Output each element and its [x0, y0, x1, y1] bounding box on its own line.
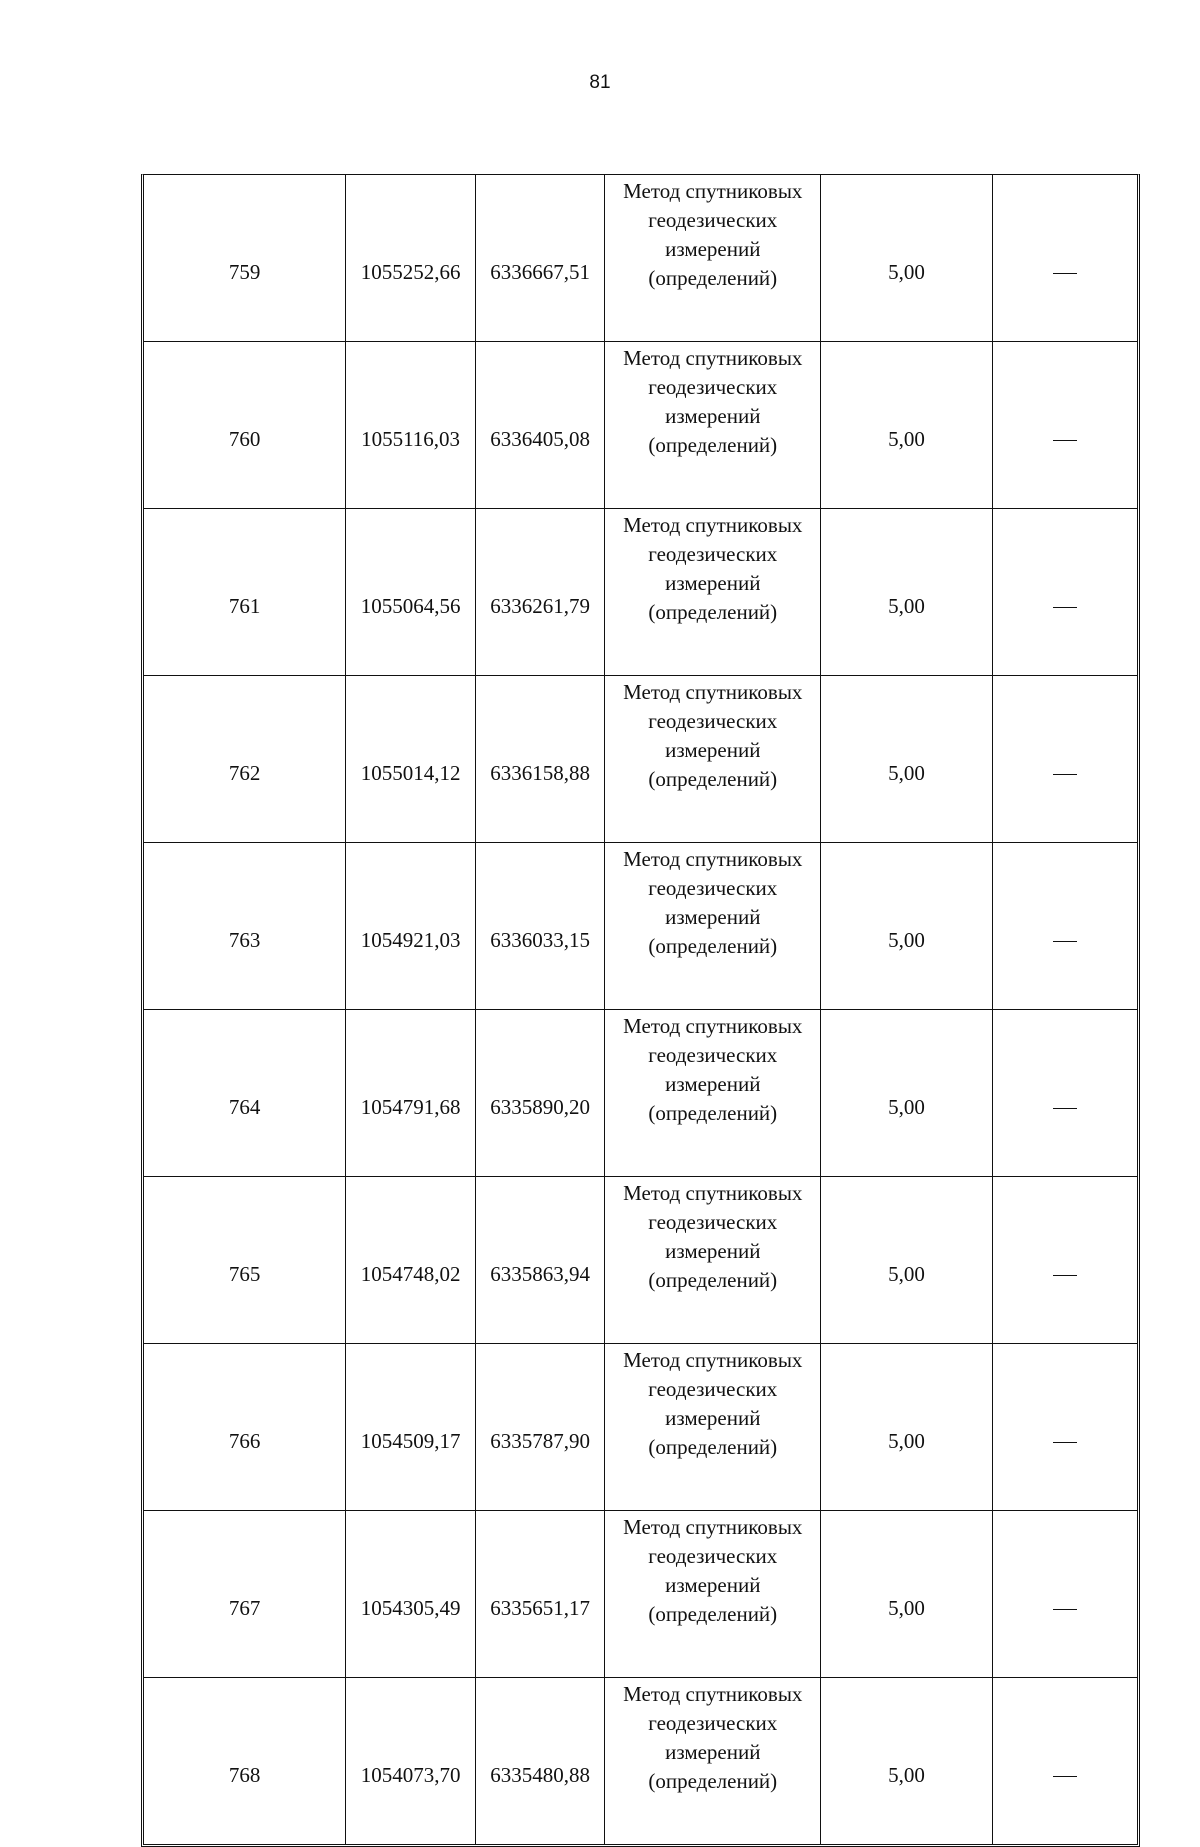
- method-text: Метод спутниковых геодезических измерений (определений): [623, 680, 803, 791]
- table-row: [144, 1344, 1137, 1511]
- dash-mark: [1053, 440, 1077, 441]
- coordinate-y-cell: 6336667,51: [475, 175, 605, 342]
- coordinate-y-cell: 6335651,17: [475, 1511, 605, 1678]
- coordinate-x-cell: 1055064,56: [346, 509, 476, 676]
- table-row: [144, 843, 1137, 1010]
- table-row: [144, 342, 1137, 509]
- table-row: [144, 1678, 1137, 1845]
- method-cell: [605, 1177, 821, 1344]
- coordinate-y-cell: 6335480,88: [475, 1678, 605, 1845]
- point-number-cell: 767: [144, 1511, 346, 1678]
- note-cell: [992, 1511, 1137, 1678]
- note-cell: [992, 342, 1137, 509]
- coordinates-table: [141, 174, 1140, 1847]
- dash-mark: [1053, 273, 1077, 274]
- coordinate-x-cell: 1054921,03: [346, 843, 476, 1010]
- note-cell: [992, 1177, 1137, 1344]
- accuracy-cell: 5,00: [821, 843, 993, 1010]
- coordinate-y-cell: 6335863,94: [475, 1177, 605, 1344]
- method-text: Метод спутниковых геодезических измерений (определений): [623, 179, 803, 290]
- accuracy-cell: 5,00: [821, 509, 993, 676]
- dash-mark: [1053, 1609, 1077, 1610]
- point-number-cell: 765: [144, 1177, 346, 1344]
- method-cell: [605, 342, 821, 509]
- method-cell: [605, 1010, 821, 1177]
- point-number-cell: 763: [144, 843, 346, 1010]
- coordinate-x-cell: 1054305,49: [346, 1511, 476, 1678]
- note-cell: [992, 843, 1137, 1010]
- coordinate-x-cell: 1054509,17: [346, 1344, 476, 1511]
- coordinates-table-grid: [144, 175, 1137, 1844]
- coordinate-x-cell: 1055014,12: [346, 676, 476, 843]
- coordinate-x-cell: 1055116,03: [346, 342, 476, 509]
- coordinate-y-cell: 6336033,15: [475, 843, 605, 1010]
- point-number-cell: 766: [144, 1344, 346, 1511]
- dash-mark: [1053, 1108, 1077, 1109]
- method-cell: [605, 1511, 821, 1678]
- point-number-cell: 761: [144, 509, 346, 676]
- point-number-cell: 760: [144, 342, 346, 509]
- method-text: Метод спутниковых геодезических измерений (определений): [623, 847, 803, 958]
- method-text: Метод спутниковых геодезических измерений (определений): [623, 1181, 803, 1292]
- page-number: 81: [589, 72, 611, 93]
- table-row: [144, 1177, 1137, 1344]
- method-text: Метод спутниковых геодезических измерений (определений): [623, 1348, 803, 1459]
- accuracy-cell: 5,00: [821, 342, 993, 509]
- point-number-cell: 759: [144, 175, 346, 342]
- table-row: [144, 676, 1137, 843]
- dash-mark: [1053, 607, 1077, 608]
- coordinate-x-cell: 1054748,02: [346, 1177, 476, 1344]
- coordinate-x-cell: 1055252,66: [346, 175, 476, 342]
- dash-mark: [1053, 941, 1077, 942]
- method-text: Метод спутниковых геодезических измерений (определений): [623, 1682, 803, 1793]
- note-cell: [992, 509, 1137, 676]
- coordinate-y-cell: 6336158,88: [475, 676, 605, 843]
- method-text: Метод спутниковых геодезических измерений (определений): [623, 1515, 803, 1626]
- coordinate-y-cell: 6335890,20: [475, 1010, 605, 1177]
- dash-mark: [1053, 1442, 1077, 1443]
- note-cell: [992, 1344, 1137, 1511]
- table-row: [144, 509, 1137, 676]
- accuracy-cell: 5,00: [821, 676, 993, 843]
- method-cell: [605, 175, 821, 342]
- accuracy-cell: 5,00: [821, 1678, 993, 1845]
- accuracy-cell: 5,00: [821, 175, 993, 342]
- point-number-cell: 768: [144, 1678, 346, 1845]
- table-row: [144, 1511, 1137, 1678]
- method-cell: [605, 509, 821, 676]
- coordinate-x-cell: 1054073,70: [346, 1678, 476, 1845]
- note-cell: [992, 676, 1137, 843]
- method-text: Метод спутниковых геодезических измерений (определений): [623, 513, 803, 624]
- accuracy-cell: 5,00: [821, 1344, 993, 1511]
- method-cell: [605, 1344, 821, 1511]
- point-number-cell: 762: [144, 676, 346, 843]
- accuracy-cell: 5,00: [821, 1511, 993, 1678]
- point-number-cell: 764: [144, 1010, 346, 1177]
- note-cell: [992, 175, 1137, 342]
- method-text: Метод спутниковых геодезических измерений (определений): [623, 1014, 803, 1125]
- method-text: Метод спутниковых геодезических измерений (определений): [623, 346, 803, 457]
- note-cell: [992, 1678, 1137, 1845]
- coordinate-y-cell: 6336405,08: [475, 342, 605, 509]
- dash-mark: [1053, 1776, 1077, 1777]
- table-row: [144, 1010, 1137, 1177]
- accuracy-cell: 5,00: [821, 1010, 993, 1177]
- method-cell: [605, 676, 821, 843]
- coordinate-y-cell: 6335787,90: [475, 1344, 605, 1511]
- dash-mark: [1053, 1275, 1077, 1276]
- coordinate-y-cell: 6336261,79: [475, 509, 605, 676]
- accuracy-cell: 5,00: [821, 1177, 993, 1344]
- table-body: [144, 175, 1137, 1844]
- method-cell: [605, 1678, 821, 1845]
- table-row: [144, 175, 1137, 342]
- note-cell: [992, 1010, 1137, 1177]
- method-cell: [605, 843, 821, 1010]
- dash-mark: [1053, 774, 1077, 775]
- coordinate-x-cell: 1054791,68: [346, 1010, 476, 1177]
